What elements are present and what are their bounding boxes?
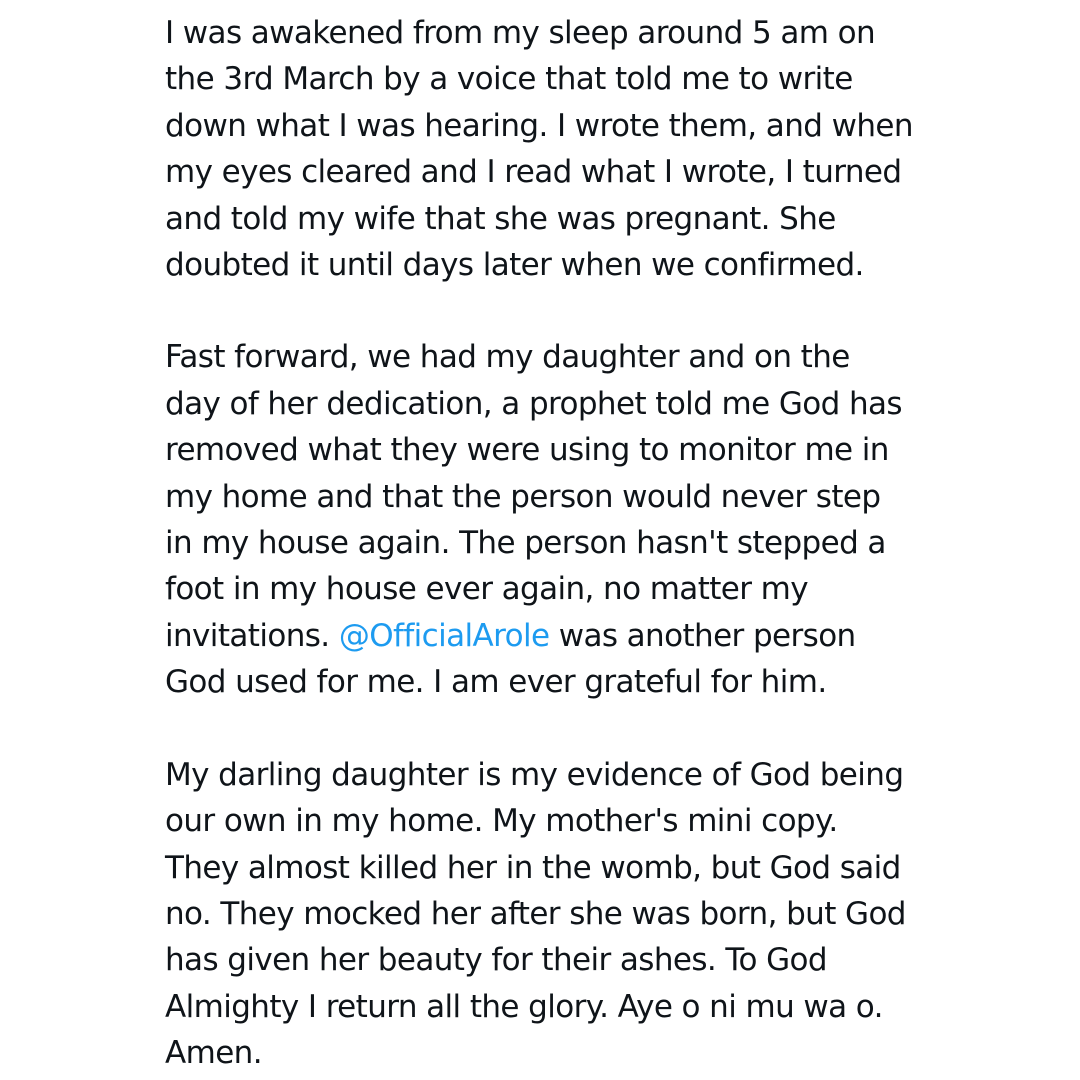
text-segment: was another person (549, 617, 856, 654)
text-line: Almighty I return all the glory. Aye o ni mu wa o. (165, 988, 883, 1025)
text-line: has given her beauty for their ashes. To God (165, 942, 827, 979)
text-line: God used for me. I am ever grateful for him. (165, 664, 827, 701)
text-line: I was awakened from my sleep around 5 am on (165, 15, 875, 51)
text-line: Fast forward, we had my daughter and on the (165, 339, 850, 376)
text-line: foot in my house ever again, no matter my (165, 571, 809, 608)
text-line: Amen. (165, 1035, 262, 1072)
text-line: and told my wife that she was pregnant. She (165, 200, 836, 237)
paragraph-3 (165, 752, 1045, 1077)
user-mention-link[interactable]: @OfficialArole (338, 617, 550, 654)
text-line-with-mention (165, 613, 1045, 659)
text-line: in my house again. The person hasn't stepped a (165, 525, 886, 562)
text-line: our own in my home. My mother's mini copy. (165, 803, 838, 840)
text-line: my eyes cleared and I read what I wrote, I turned (165, 154, 902, 191)
text-line: They almost killed her in the womb, but God said (165, 849, 901, 886)
text-line: doubted it until days later when we confirmed. (165, 247, 864, 284)
text-line: My darling daughter is my evidence of God being (165, 756, 904, 793)
paragraph-1 (165, 10, 1045, 288)
text-line: the 3rd March by a voice that told me to write (165, 61, 853, 98)
text-segment: invitations. (165, 617, 339, 654)
text-line: my home and that the person would never step (165, 478, 881, 515)
text-line: down what I was hearing. I wrote them, and when (165, 107, 913, 144)
text-line: removed what they were using to monitor me in (165, 432, 889, 469)
paragraph-2 (165, 334, 1045, 705)
text-line: day of her dedication, a prophet told me God has (165, 385, 902, 422)
text-line: no. They mocked her after she was born, but God (165, 895, 906, 932)
post-text-body (165, 10, 1045, 1077)
